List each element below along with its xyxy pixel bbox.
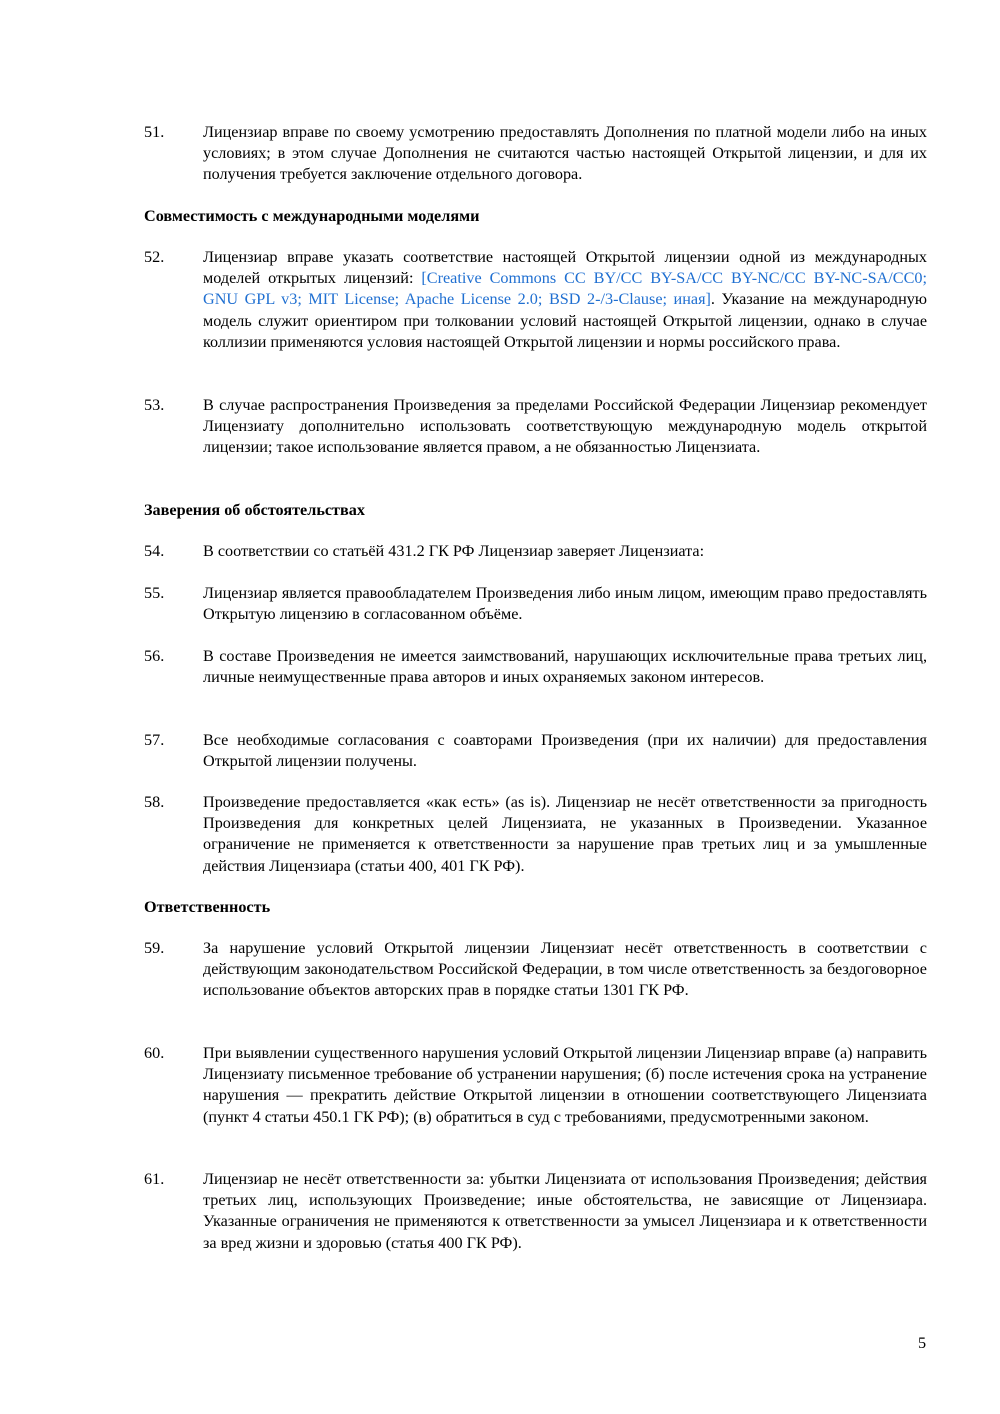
section-heading-representations: Заверения об обстоятельствах (144, 501, 365, 519)
clause-text-end: . Указание на международную модель служит ориентиром при толковании условий настоящей Открытой лицензии, однако в случае коллизии применяются условия настоящей Открытой лицензии и нормы российского права. (203, 290, 927, 351)
clause-number: 52. (144, 248, 165, 266)
clause-61 (144, 1169, 927, 1254)
clause-text: В составе Произведения не имеется заимствований, нарушающих исключительные права третьих лиц, личные неимущественные права авторов и иных охраняемых законом интересов. (203, 647, 927, 687)
clause-51 (144, 122, 927, 186)
clause-54 (144, 541, 927, 562)
license-models-reference: [Creative Commons CC BY/CC BY-SA/CC BY-NC/CC BY-NC-SA/CC0; GNU GPL v3; MIT License; Apache License 2.0; BSD 2-/3-Clause; иная] (203, 269, 927, 309)
clause-59 (144, 938, 927, 1002)
clause-text: Лицензиар вправе по своему усмотрению предоставлять Дополнения по платной модели либо на иных условиях; в этом случае Дополнения не считаются частью настоящей Открытой лицензии, и для их получения требуется заключение отдельного договора. (203, 123, 927, 184)
clause-57 (144, 730, 927, 772)
clause-number: 56. (144, 647, 165, 665)
clause-text-start: Лицензиар вправе указать соответствие настоящей Открытой лицензии одной из международных моделей открытых лицензий: (203, 248, 927, 288)
clause-60 (144, 1043, 927, 1128)
clause-number: 61. (144, 1170, 165, 1188)
clause-number: 57. (144, 731, 165, 749)
clause-number: 54. (144, 542, 165, 560)
clause-text: В соответствии со статьёй 431.2 ГК РФ Лицензиар заверяет Лицензиата: (203, 542, 705, 560)
clause-text: Лицензиар является правообладателем Произведения либо иным лицом, имеющим право предоставлять Открытую лицензию в согласованном объёме. (203, 584, 927, 624)
page-number: 5 (918, 1334, 927, 1352)
clause-text (203, 247, 927, 353)
clause-number: 51. (144, 123, 165, 141)
clause-number: 58. (144, 793, 165, 811)
clause-text: В случае распространения Произведения за пределами Российской Федерации Лицензиар рекомендует Лицензиату дополнительно использовать соответствующую международную модель открытой лицензии; такое использование является правом, а не обязанностью Лицензиата. (203, 396, 927, 457)
clause-56 (144, 646, 927, 688)
section-heading-liability: Ответственность (144, 898, 271, 916)
clause-number: 59. (144, 939, 165, 957)
clause-text: За нарушение условий Открытой лицензии Лицензиат несёт ответственность в соответствии с действующим законодательством Российской Федерации, в том числе ответственность за бездоговорное использование объектов авторских прав в порядке статьи 1301 ГК РФ. (203, 939, 927, 1000)
section-heading-compatibility: Совместимость с международными моделями (144, 207, 480, 225)
clause-text: При выявлении существенного нарушения условий Открытой лицензии Лицензиар вправе (а) направить Лицензиату письменное требование об устранении нарушения; (б) после истечения срока на устранение нарушения — прекратить действие Открытой лицензии в отношении соответствующего Лицензиата (пункт 4 статьи 450.1 ГК РФ); (в) обратиться в суд с требованиями, предусмотренными законом. (203, 1044, 927, 1126)
clause-58 (144, 792, 927, 877)
clause-number: 55. (144, 584, 165, 602)
clause-55 (144, 583, 927, 625)
clause-text: Лицензиар не несёт ответственности за: убытки Лицензиата от использования Произведения; действия третьих лиц, использующих Произведение; иные обстоятельства, не зависящие от Лицензиара. Указанные ограничения не применяются к ответственности за умысел Лицензиара и к ответственности за вред жизни и здоровью (статья 400 ГК РФ). (203, 1170, 927, 1252)
clause-text: Произведение предоставляется «как есть» (as is). Лицензиар не несёт ответственности за пригодность Произведения для конкретных целей Лицензиата, не указанных в Произведении. Указанное ограничение не применяется к ответственности за нарушение прав третьих лиц и за умышленные действия Лицензиара (статьи 400, 401 ГК РФ). (203, 793, 927, 875)
clause-number: 60. (144, 1044, 165, 1062)
clause-text: Все необходимые согласования с соавторами Произведения (при их наличии) для предоставления Открытой лицензии получены. (203, 731, 927, 771)
clause-number: 53. (144, 396, 165, 414)
clause-53 (144, 395, 927, 459)
clause-52 (144, 247, 927, 353)
